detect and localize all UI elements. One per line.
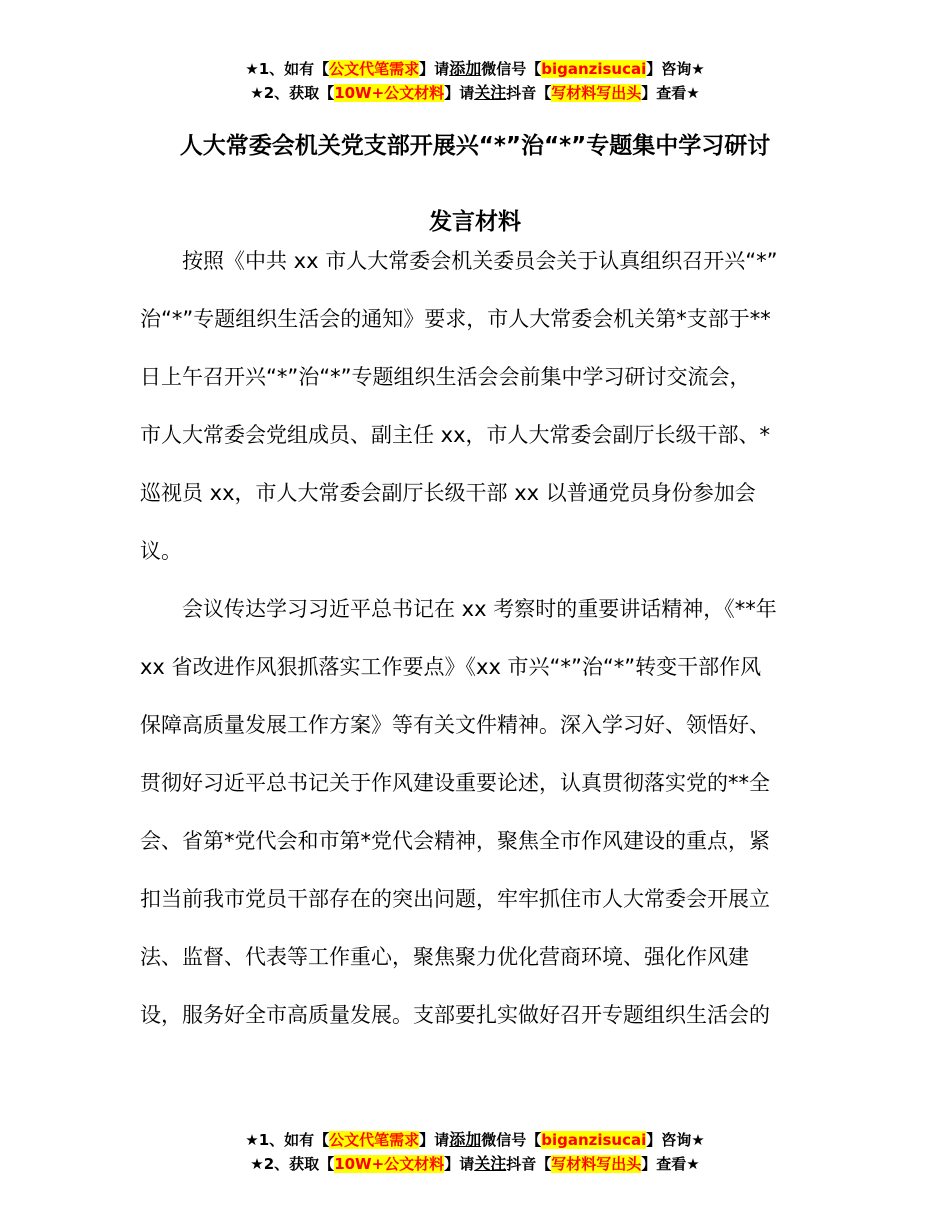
banner-text: 微信号【	[481, 60, 542, 78]
banner-line-2	[0, 1152, 950, 1176]
title-line-1: 人大常委会机关党支部开展兴“*”治“*”专题集中学习研讨	[179, 133, 771, 159]
banner-highlight: 10W+公文材料	[334, 84, 445, 102]
banner-text: 】请	[444, 84, 475, 102]
banner-line-2	[0, 81, 950, 105]
banner-text: ★1、如有【	[245, 60, 330, 78]
paragraph-2	[140, 580, 812, 1044]
banner-douyin-name: 写材料写出头	[551, 84, 642, 102]
paragraph-line: 扣当前我市党员干部存在的突出问题，牢牢抓住市人大常委会开展立	[140, 887, 770, 911]
paragraph-line: 市人大常委会党组成员、副主任 xx，市人大常委会副厅长级干部、*	[140, 423, 771, 447]
banner-text: ★1、如有【	[245, 1131, 330, 1149]
banner-emphasis: 关注	[474, 83, 507, 102]
banner-emphasis: 添加	[449, 1130, 482, 1149]
banner-text: 】查看★	[641, 84, 700, 102]
banner-text: 抖音【	[506, 1155, 552, 1173]
paragraph-line: 会议传达学习习近平总书记在 xx 考察时的重要讲话精神，《**年	[140, 597, 777, 621]
banner-text: 】查看★	[641, 1155, 700, 1173]
banner-wechat-id: biganzisucai	[541, 1131, 647, 1149]
header-banner	[0, 57, 950, 105]
paragraph-1	[140, 232, 812, 580]
banner-line-1	[0, 1128, 950, 1152]
paragraph-line: 按照《中共 xx 市人大常委会机关委员会关于认真组织召开兴“*”	[140, 249, 778, 273]
paragraph-line: 法、监督、代表等工作重心，聚焦聚力优化营商环境、强化作风建	[140, 945, 749, 969]
banner-text: 】请	[419, 60, 450, 78]
paragraph-line: xx 省改进作风狠抓落实工作要点》《xx 市兴“*”治“*”转变干部作风	[140, 655, 762, 679]
footer-banner	[0, 1128, 950, 1176]
banner-text: 】咨询★	[646, 60, 705, 78]
paragraph-line: 设，服务好全市高质量发展。支部要扎实做好召开专题组织生活会的	[140, 1003, 770, 1027]
banner-douyin-name: 写材料写出头	[551, 1155, 642, 1173]
paragraph-line: 巡视员 xx，市人大常委会副厅长级干部 xx 以普通党员身份参加会	[140, 481, 756, 505]
banner-text: ★2、获取【	[250, 1155, 335, 1173]
document-body	[140, 232, 812, 1044]
banner-text: 】咨询★	[646, 1131, 705, 1149]
title-line-2: 发言材料	[429, 209, 521, 235]
banner-highlight: 公文代笔需求	[329, 60, 420, 78]
banner-text: 】请	[444, 1155, 475, 1173]
banner-highlight: 10W+公文材料	[334, 1155, 445, 1173]
banner-line-1	[0, 57, 950, 81]
paragraph-line: 日上午召开兴“*”治“*”专题组织生活会会前集中学习研讨交流会，	[140, 365, 751, 389]
paragraph-line: 会、省第*党代会和市第*党代会精神，聚焦全市作风建设的重点，紧	[140, 829, 770, 853]
banner-text: 抖音【	[506, 84, 552, 102]
paragraph-line: 议。	[140, 539, 182, 563]
banner-text: 微信号【	[481, 1131, 542, 1149]
banner-wechat-id: biganzisucai	[541, 60, 647, 78]
banner-text: 】请	[419, 1131, 450, 1149]
paragraph-line: 治“*”专题组织生活会的通知》要求，市人大常委会机关第*支部于**	[140, 307, 771, 331]
banner-highlight: 公文代笔需求	[329, 1131, 420, 1149]
paragraph-line: 贯彻好习近平总书记关于作风建设重要论述，认真贯彻落实党的**全	[140, 771, 770, 795]
paragraph-line: 保障高质量发展工作方案》等有关文件精神。深入学习好、领悟好、	[140, 713, 770, 737]
banner-emphasis: 关注	[474, 1154, 507, 1173]
banner-text: ★2、获取【	[250, 84, 335, 102]
banner-emphasis: 添加	[449, 59, 482, 78]
